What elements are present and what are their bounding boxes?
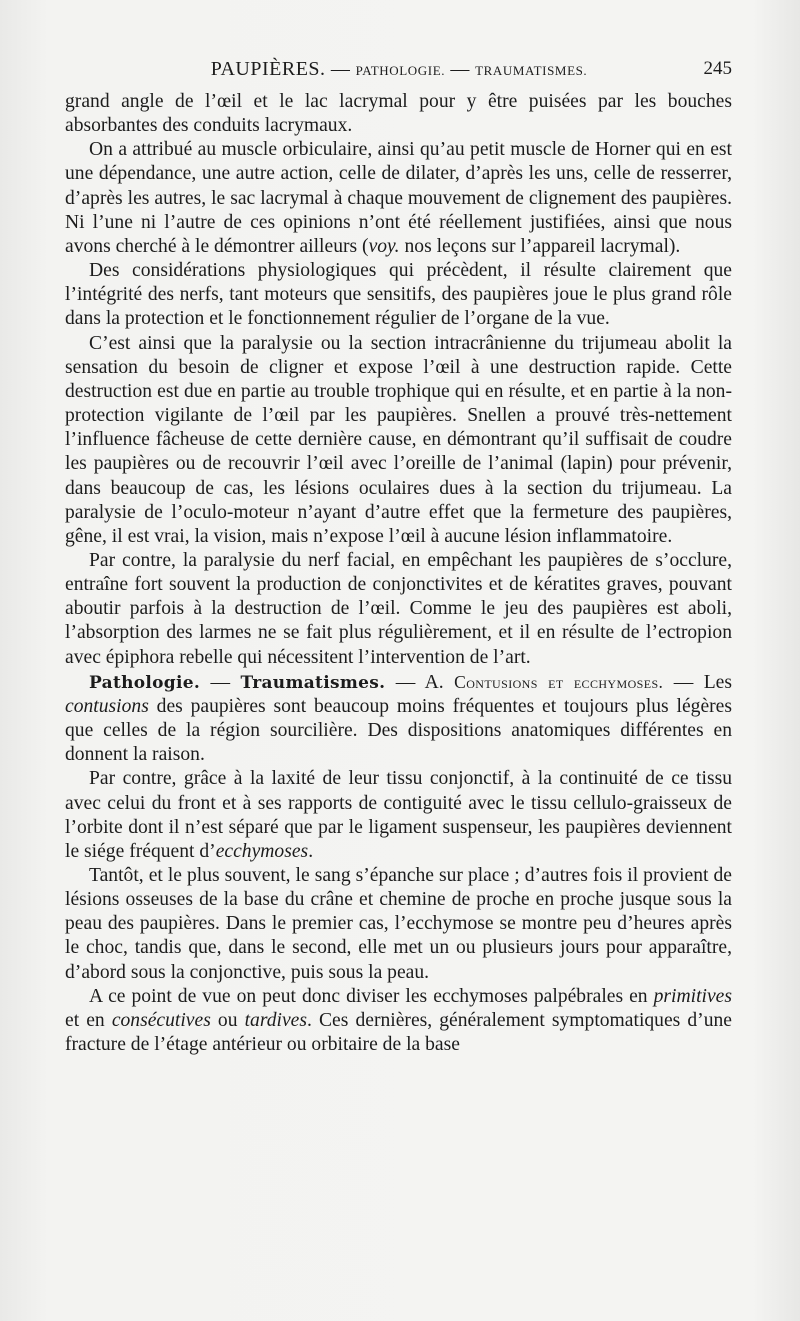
page-number: 245 <box>703 58 732 79</box>
paragraph-9-text-end: . Ces dernières, généralement symptomatiques d’une fracture de l’étage antérieur ou orbitaire de la base <box>65 1009 732 1056</box>
paragraph-9-text: A ce point de vue on peut donc diviser les ecchymoses palpébrales en <box>89 985 654 1007</box>
paragraph-2-text: On a attribué au muscle orbiculaire, ainsi qu’au petit muscle de Horner qui en est une dépendance, une autre action, celle de dilater, d’après les uns, celle de resserrer, d’après les autres, le sac lacrymal à chaque mouvement de clignement des paupières. Ni l’une ni l’autre de ces opinions n’ont été réellement justifiées, ainsi que nous avons cherché à le démontrer ailleurs ( <box>65 139 732 257</box>
paragraph-1: grand angle de l’œil et le lac lacrymal pour y être puisées par les bouches absorbantes des conduits lacrymaux. <box>65 91 732 137</box>
running-title-main: PAUPIÈRES. <box>210 58 326 80</box>
running-title-subsection: TRAUMATISMES. <box>475 63 588 78</box>
paragraph-6-text: — Les <box>663 671 732 693</box>
running-title-separator: — <box>445 59 476 80</box>
paragraph-2-text-end: nos leçons sur l’appareil lacrymal). <box>399 235 681 257</box>
section-heading-pathologie: Pathologie. <box>89 672 201 693</box>
paragraph-2 <box>65 138 732 259</box>
subsection-heading-contusions: Contusions et ecchymoses. <box>454 671 664 692</box>
running-title-separator: — <box>325 59 356 80</box>
heading-separator: — A. <box>385 671 455 693</box>
paragraph-9-italic-primitives: primitives <box>653 985 732 1007</box>
paragraph-6-italic: contusions <box>65 695 149 717</box>
section-heading-traumatismes: Traumatismes. <box>240 672 386 693</box>
running-title-section: PATHOLOGIE. <box>355 63 446 78</box>
paragraph-7-text-end: . <box>308 840 314 862</box>
paragraph-7 <box>65 767 732 864</box>
paragraph-8: Tantôt, et le plus souvent, le sang s’épanche sur place ; d’autres fois il provient de lésions osseuses de la base du crâne et chemine de proche en proche jusque sous la peau des paupières. Dans le premier cas, l’ecchymose se montre peu d’heures après le choc, tandis que, dans le second, elle met un ou plusieurs jours pour apparaître, d’abord sous la conjonctive, puis sous la peau. <box>65 865 732 983</box>
paragraph-2-italic: voy. <box>368 235 400 257</box>
paragraph-9-text: ou <box>210 1009 245 1031</box>
paragraph-6-text-end: des paupières sont beaucoup moins fréquentes et toujours plus légères que celles de la région sourcilière. Des dispositions anatomiques différentes en donnent la raison. <box>65 695 732 766</box>
paragraph-7-text: Par contre, grâce à la laxité de leur tissu conjonctif, à la continuité de ce tissu avec celui du front et à ses rapports de contiguité avec le tissu cellulo-graisseux de l’orbite dont il n’est séparé que par le ligament suspenseur, les paupières deviennent le siége fréquent d’ <box>65 768 732 862</box>
running-title <box>66 58 732 81</box>
paragraph-9-italic-tardives: tardives <box>244 1009 307 1031</box>
paragraph-9 <box>65 985 732 1057</box>
paragraph-4: C’est ainsi que la paralysie ou la section intracrânienne du trijumeau abolit la sensation du besoin de cligner et expose l’œil à une destruction rapide. Cette destruction est due en partie au trouble trophique qui en résulte, et en partie à la non-protection vigilante de l’œil par les paupières. Snellen a prouvé très-nettement l’influence fâcheuse de cette dernière cause, en démontrant qu’il suffisait de coudre les paupières ou de recouvrir l’œil avec l’oreille de l’animal (lapin) pour prévenir, dans beaucoup de cas, les lésions oculaires dues à la section du trijumeau. La paralysie de l’oculo-moteur n’ayant d’autre effet que la fermeture des paupières, gêne, il est vrai, la vision, mais n’expose l’œil à aucune lésion inflammatoire. <box>65 332 732 547</box>
paragraph-9-italic-consecutives: consécutives <box>111 1009 211 1031</box>
running-head <box>66 56 732 84</box>
paragraph-6 <box>65 670 732 768</box>
body-text <box>65 90 732 1057</box>
heading-separator: — <box>200 671 241 693</box>
paragraph-3: Des considérations physiologiques qui précèdent, il résulte clairement que l’intégrité des nerfs, tant moteurs que sensitifs, des paupières joue le plus grand rôle dans la protection et le fonctionnement régulier de l’organe de la vue. <box>65 260 732 330</box>
paragraph-7-italic: ecchymoses <box>215 840 309 862</box>
paragraph-5: Par contre, la paralysie du nerf facial, en empêchant les paupières de s’occlure, entraîne fort souvent la production de conjonctivites et de kératites graves, pouvant aboutir parfois à la destruction de l’œil. Comme le jeu des paupières est aboli, l’absorption des larmes ne se fait plus régulièrement, et il en résulte de l’ectropion avec épiphora rebelle qui nécessitent l’intervention de l’art. <box>65 549 732 668</box>
paragraph-9-text: et en <box>65 1009 112 1031</box>
